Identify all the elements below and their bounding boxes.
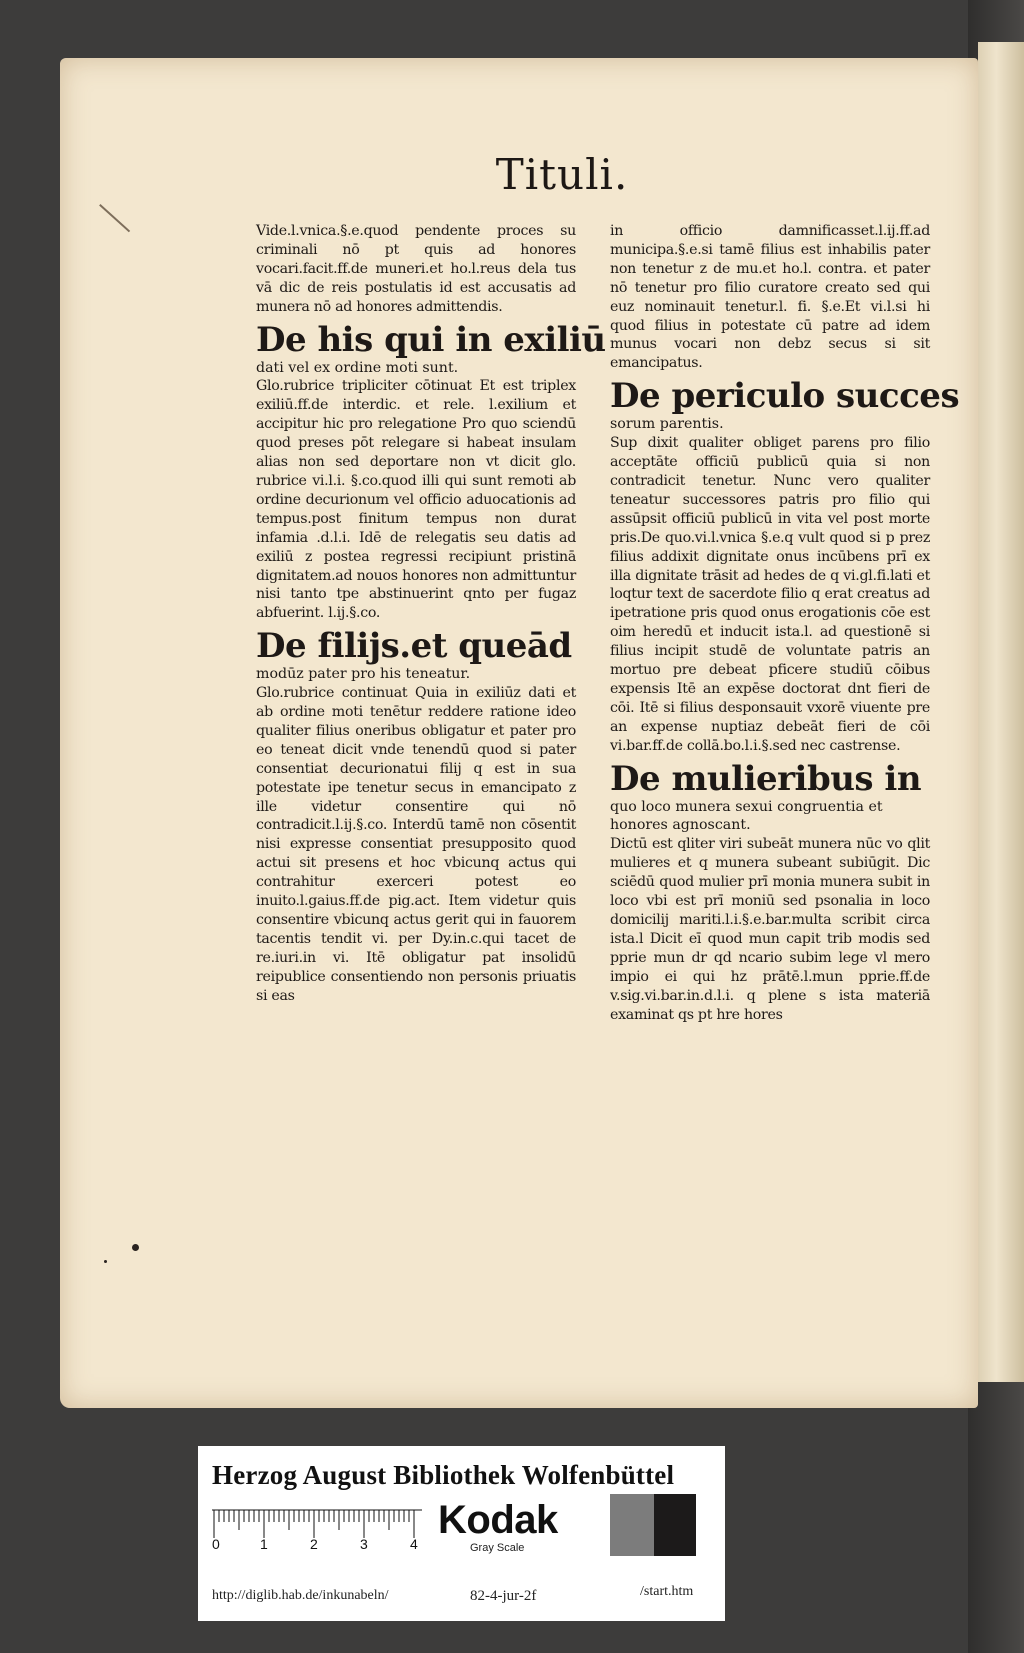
ruler-number: 1 [260, 1536, 268, 1552]
running-head: Tituli. [495, 150, 629, 199]
kodak-logo: Kodak [438, 1498, 558, 1542]
paragraph: Sup dixit qualiter obliget parens pro filio acceptāte officiū publicū quia si non contradicit tenetur. Nunc vero qualiter teneatur successores patris pro filio qui assūpsit officiū publicū in vita vel post morte pris.De quo.vi.l.vnica §.e.q vult quod si p prez filius addixit dignitate onus incūbens prī ex illa dignitate trāsit ad hedes de q vi.gl.fi.lati et loqtur text de sacerdote filio q erat creatus ad ipetratione pris quod onus erogationis cōe est oim heredū et inducit ista.l. ad questionē si filius incipit studē de voluntate patris an mortuo pre debeat pficere studiū cōibus expensis Itē an expēse doctorat dnt fieri de cōi. Itē si filius desponsauit vxorē viuente pre an expense nuptiaz debeāt fieri de cōi vi.bar.ff.de collā.bo.l.i.§.sed nec castrense. [610, 435, 930, 754]
ruler-number: 2 [310, 1536, 318, 1552]
section-subheading: dati vel ex ordine moti sunt. [256, 359, 459, 376]
right-column [610, 222, 960, 1024]
paper-speck [132, 1244, 139, 1251]
section-heading: De mulieribus in [610, 758, 922, 799]
color-target-strip [198, 1446, 725, 1621]
gray-patch [610, 1494, 654, 1556]
paragraph: Dictū est qliter viri subeāt munera nūc vo qlit mulieres et q munera subeant subiūgit. Dic sciēdū quod mulier prī monia munera subit in loco vbi est prī moniū sed psonalia in loco domicilij mariti.l.i.§.e.bar.multa scribit circa ista.l Dicit eī quod mun capit trib modis sed pprie mun dr qd ncario subim lege vl mero impio ei qui hz prātē.l.mun pprie.ff.de v.sig.vi.bar.in.d.l.i. q plene s ista materiā examinat qs pt hre hores [610, 836, 930, 1023]
facing-page-edge [978, 42, 1024, 1382]
source-url: http://diglib.hab.de/inkunabeln/ [212, 1588, 389, 1603]
ruler-number: 3 [360, 1536, 368, 1552]
paragraph: in officio damnificasset.l.ij.ff.ad municipa.§.e.si tamē filius est inhabilis pater non tenetur z de mu.et ho.l. contra. et pater nō tenetur pro filio curatore creato sed qui euz nominauit tenetur.l. fi. §.e.Et vi.l.si hi quod filius in potestate cū patre ad idem munus vocari non debz secus si sit emancipatus. [610, 223, 930, 372]
paragraph: Glo.rubrice tripliciter cōtinuat Et est triplex exiliū.ff.de interdic. et rele. l.exilium et accipitur hic pro relegatione Pro quo sciendū quod preses pōt relegare si habeat insulam alias non sed deportare non vt dicit glo. rubrice vi.l.i. §.co.quod illi qui sunt remoti ab ordine decurionum vel officio aduocationis ad tempus.post finitum tempus non durat infamia .d.l.i. Idē de relegatis seu datis ad exiliū z postea regressi recipiunt pristinā dignitatem.ad nouos honores non admittuntur nisi tanto tpe abstinuerint qnto per fugaz abfuerint. l.ij.§.co. [256, 378, 576, 622]
paragraph: Glo.rubrice continuat Quia in exiliūz dati et ab ordine moti tenētur reddere ratione ideo qualiter filius oneribus obligatur et pater pro eo teneat dicit vnde tenendū quod si pater consentiat decurionatui filij q est in sua potestate ipe tenetur secus in emancipato z ille videtur consentire qui nō contradicit.l.ij.§.co. Interdū tamē non cōsentit nisi expresse consentiat presupposito quod actui sit presens et hoc vbicunq actus qui contrahitur exerceri potest eo inuito.l.gaius.ff.de pig.act. Item videtur quis consentire vbicunq actus gerit qui in fauorem tacentis tendit vi. per Dy.in.c.qui tacet de re.iuri.in vi. Itē obligatur pat insolidū reipublice consentiendo non personis priuatis si eas [256, 685, 576, 1004]
ruler-number: 0 [212, 1536, 220, 1552]
start-link: /start.htm [640, 1584, 694, 1599]
paper-speck [104, 1260, 107, 1263]
left-column [256, 222, 606, 1006]
section-heading: De his qui in exiliū [256, 319, 606, 360]
section-heading: De periculo succes [610, 376, 960, 417]
section-subheading: sorum parentis. [610, 416, 724, 433]
black-patch [654, 1494, 696, 1556]
shelfmark: 82-4-jur-2f [470, 1588, 537, 1604]
gray-scale-label: Gray Scale [470, 1542, 525, 1554]
ruler-number: 4 [410, 1536, 418, 1552]
section-subheading: modūz pater pro his teneatur. [256, 666, 471, 683]
institution-name: Herzog August Bibliothek Wolfenbüttel [212, 1460, 675, 1490]
section-subheading: quo loco munera sexui congruentia et honores agnoscant. [610, 798, 883, 834]
paragraph: Vide.l.vnica.§.e.quod pendente proces su criminali nō pt quis ad honores vocari.facit.ff.de muneri.et ho.l.reus dela tus vā dic de reis postulatis id est accusatis ad munera nō ad honores admittendis. [256, 223, 576, 315]
section-heading: De filijs.et queād [256, 626, 572, 667]
